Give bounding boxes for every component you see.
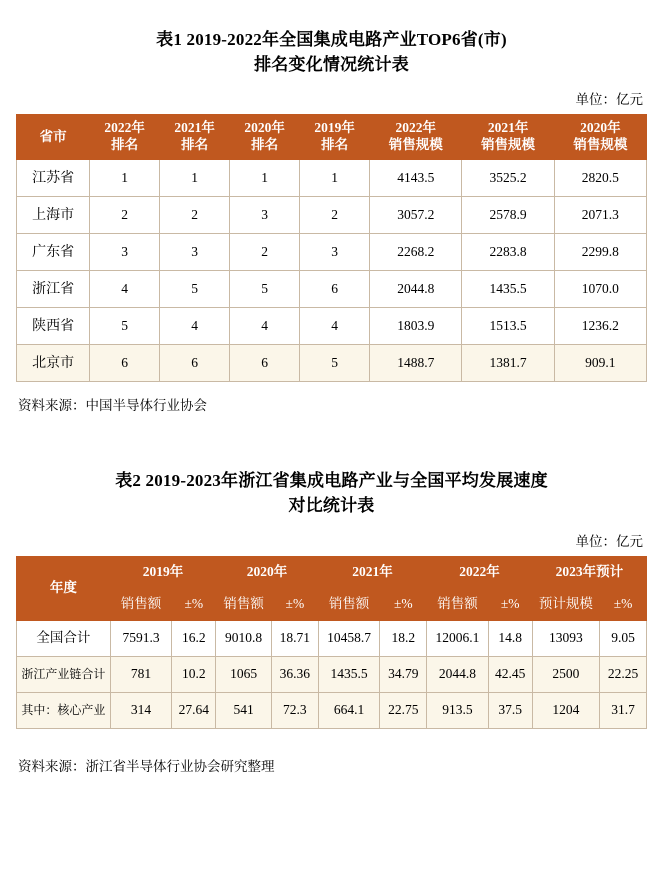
cell: 1435.5	[462, 271, 554, 308]
table-row	[17, 620, 647, 656]
table1-source: 资料来源：中国半导体行业协会	[18, 398, 207, 414]
cell: 浙江省	[17, 271, 90, 308]
table2-unit: 单位：亿元	[575, 533, 643, 549]
table2-header-row-years	[17, 556, 647, 589]
table1-col-sales-2020-l1: 2020年	[580, 120, 621, 136]
cell: 9010.8	[216, 620, 272, 656]
cell: 2	[90, 197, 160, 234]
cell: 3	[230, 197, 300, 234]
table2-header-row-metrics	[17, 589, 647, 620]
table1-col-rank-2020-l1: 2020年	[244, 120, 285, 136]
cell: 34.79	[380, 656, 427, 692]
table1-col-sales-2022-l1: 2022年	[395, 120, 437, 136]
cell: 上海市	[17, 197, 90, 234]
cell: 1435.5	[318, 656, 380, 692]
table2-subcol-sales-2020: 销售额	[216, 589, 272, 620]
cell: 1513.5	[462, 308, 554, 345]
row-label: 浙江产业链合计	[17, 656, 111, 692]
table1-col-sales-2020-l2: 销售规模	[573, 137, 628, 153]
table1-col-sales-2020	[554, 115, 646, 160]
table1	[16, 114, 647, 382]
cell: 541	[216, 692, 272, 728]
table2-subcol-pct-2019: ±%	[172, 589, 216, 620]
cell: 2820.5	[554, 160, 646, 197]
table2-col-2019: 2019年	[110, 556, 215, 589]
table1-col-rank-2022	[90, 115, 160, 160]
cell: 10.2	[172, 656, 216, 692]
cell: 5	[300, 345, 370, 382]
cell: 2044.8	[427, 656, 489, 692]
cell: 1	[160, 160, 230, 197]
cell: 72.3	[271, 692, 318, 728]
cell: 1381.7	[462, 345, 554, 382]
cell: 2	[160, 197, 230, 234]
cell: 12006.1	[427, 620, 489, 656]
cell: 909.1	[554, 345, 646, 382]
cell: 42.45	[488, 656, 532, 692]
cell: 314	[110, 692, 172, 728]
cell: 4	[300, 308, 370, 345]
cell: 36.36	[271, 656, 318, 692]
table1-title-line1: 表1 2019-2022年全国集成电路产业TOP6省(市)	[156, 30, 507, 49]
table1-col-rank-2021-l2: 排名	[181, 137, 209, 153]
table2-subcol-pct-2020: ±%	[271, 589, 318, 620]
cell: 4	[90, 271, 160, 308]
cell: 22.75	[380, 692, 427, 728]
table1-col-province	[17, 115, 90, 160]
cell: 37.5	[488, 692, 532, 728]
cell: 陕西省	[17, 308, 90, 345]
cell: 18.71	[271, 620, 318, 656]
row-label: 其中：核心产业	[17, 692, 111, 728]
table1-title	[50, 0, 613, 77]
table1-col-province-l1: 省市	[39, 128, 67, 144]
table2-subcol-pct-2021: ±%	[380, 589, 427, 620]
cell: 5	[160, 271, 230, 308]
table2-col-2021: 2021年	[318, 556, 426, 589]
cell: 1236.2	[554, 308, 646, 345]
cell: 3525.2	[462, 160, 554, 197]
cell: 1	[300, 160, 370, 197]
table1-col-sales-2021	[462, 115, 554, 160]
table-row	[17, 234, 647, 271]
table1-col-rank-2022-l2: 排名	[111, 137, 139, 153]
table2-subcol-pct-2023: ±%	[600, 589, 647, 620]
table1-block	[16, 0, 647, 414]
cell: 2299.8	[554, 234, 646, 271]
cell: 5	[230, 271, 300, 308]
table2-block	[16, 469, 647, 774]
cell: 18.2	[380, 620, 427, 656]
table1-col-rank-2021-l1: 2021年	[174, 120, 215, 136]
table1-header	[17, 115, 647, 160]
table2	[16, 556, 647, 729]
table1-col-rank-2019-l2: 排名	[321, 137, 349, 153]
table2-subcol-pct-2022: ±%	[488, 589, 532, 620]
table2-subcol-forecast-2023: 预计规模	[532, 589, 599, 620]
cell: 664.1	[318, 692, 380, 728]
cell: 1488.7	[370, 345, 462, 382]
cell: 13093	[532, 620, 599, 656]
cell: 9.05	[600, 620, 647, 656]
table1-col-rank-2019	[300, 115, 370, 160]
table1-body	[17, 160, 647, 382]
cell: 广东省	[17, 234, 90, 271]
cell: 江苏省	[17, 160, 90, 197]
cell: 3057.2	[370, 197, 462, 234]
table1-col-sales-2022	[370, 115, 462, 160]
cell: 2	[300, 197, 370, 234]
spacer	[16, 414, 647, 469]
table-row	[17, 197, 647, 234]
cell: 北京市	[17, 345, 90, 382]
table1-unit: 单位：亿元	[575, 92, 643, 108]
cell: 4	[230, 308, 300, 345]
cell: 1070.0	[554, 271, 646, 308]
table1-col-rank-2020-l2: 排名	[251, 137, 279, 153]
cell: 2044.8	[370, 271, 462, 308]
table2-title-line1: 表2 2019-2023年浙江省集成电路产业与全国平均发展速度	[115, 471, 548, 491]
table2-subcol-sales-2019: 销售额	[110, 589, 172, 620]
cell: 6	[230, 345, 300, 382]
table2-col-year-label: 年度	[17, 556, 111, 620]
cell: 1803.9	[370, 308, 462, 345]
cell: 2268.2	[370, 234, 462, 271]
cell: 2071.3	[554, 197, 646, 234]
table1-header-row	[17, 115, 647, 160]
cell: 5	[90, 308, 160, 345]
table2-col-2020: 2020年	[216, 556, 319, 589]
cell: 4143.5	[370, 160, 462, 197]
table2-subcol-sales-2021: 销售额	[318, 589, 380, 620]
table1-col-sales-2021-l1: 2021年	[487, 120, 529, 136]
cell: 7591.3	[110, 620, 172, 656]
cell: 4	[160, 308, 230, 345]
table-row	[17, 656, 647, 692]
table1-col-sales-2021-l2: 销售规模	[481, 137, 536, 153]
table2-title-line2: 对比统计表	[288, 495, 375, 515]
table2-subcol-sales-2022: 销售额	[427, 589, 489, 620]
table2-title	[50, 469, 613, 518]
cell: 1	[230, 160, 300, 197]
cell: 6	[90, 345, 160, 382]
cell: 31.7	[600, 692, 647, 728]
spacer	[16, 729, 647, 743]
cell: 14.8	[488, 620, 532, 656]
table2-col-2022: 2022年	[427, 556, 532, 589]
cell: 22.25	[600, 656, 647, 692]
cell: 3	[160, 234, 230, 271]
cell: 6	[160, 345, 230, 382]
table2-header	[17, 556, 647, 620]
table1-col-rank-2022-l1: 2022年	[104, 120, 145, 136]
table-row	[17, 345, 647, 382]
cell: 2578.9	[462, 197, 554, 234]
cell: 1	[90, 160, 160, 197]
cell: 16.2	[172, 620, 216, 656]
table-row	[17, 271, 647, 308]
table2-body	[17, 620, 647, 728]
cell: 1204	[532, 692, 599, 728]
cell: 1065	[216, 656, 272, 692]
cell: 781	[110, 656, 172, 692]
cell: 27.64	[172, 692, 216, 728]
cell: 2283.8	[462, 234, 554, 271]
cell: 3	[90, 234, 160, 271]
cell: 2500	[532, 656, 599, 692]
row-label: 全国合计	[17, 620, 111, 656]
table1-col-rank-2019-l1: 2019年	[314, 120, 355, 136]
cell: 2	[230, 234, 300, 271]
table1-title-line2: 排名变化情况统计表	[254, 54, 409, 74]
table-row	[17, 692, 647, 728]
table1-col-rank-2020	[230, 115, 300, 160]
table-row	[17, 160, 647, 197]
table-row	[17, 308, 647, 345]
cell: 10458.7	[318, 620, 380, 656]
table1-col-rank-2021	[160, 115, 230, 160]
cell: 6	[300, 271, 370, 308]
cell: 3	[300, 234, 370, 271]
table1-col-sales-2022-l2: 销售规模	[388, 137, 443, 153]
cell: 913.5	[427, 692, 489, 728]
table2-col-2023: 2023年预计	[532, 556, 646, 589]
table2-source: 资料来源：浙江省半导体行业协会研究整理	[18, 758, 275, 774]
